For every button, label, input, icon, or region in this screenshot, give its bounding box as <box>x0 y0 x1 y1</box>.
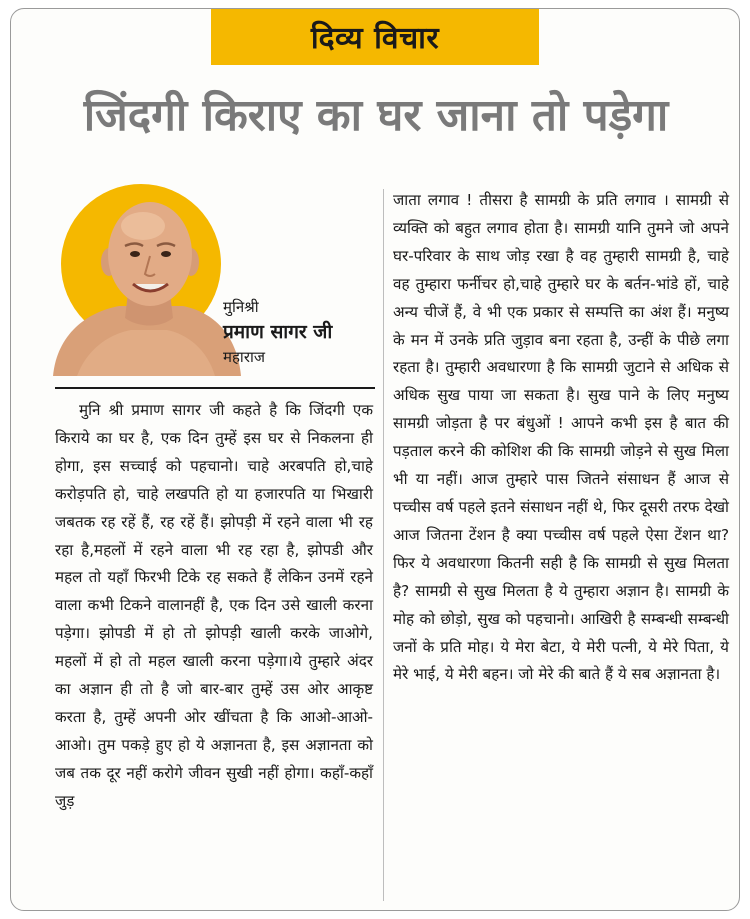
author-suffix: महाराज <box>223 348 265 366</box>
column-name: दिव्य विचार <box>310 20 440 56</box>
author-name: प्रमाण सागर जी <box>223 321 333 343</box>
column-top-rule <box>55 387 375 389</box>
author-caption <box>223 296 393 368</box>
column-divider <box>383 189 384 901</box>
article-left-column: मुनि श्री प्रमाण सागर जी कहते है कि जिंदगी एक किराये का घर है, एक दिन तुम्हें इस घर से निकलना ही होगा, इस सच्चाई को पहचानो। चाहे अरबपति हो,चाहे करोड़पति हो, चाहे लखपति हो या हजारपति या भिखारी जबतक रह रहें हैं, रह रहें हैं। झोपड़ी में रहने वाला भी रह रहा है,महलों में रहने वाला भी रह रहा है, झोपडी और महल तो यहाँ फिरभी टिके रह सकते हैं लेकिन उनमें रहने वाला कभी टिकने वालानहीं है, एक दिन उसे खाली करना पड़ेगा। झोपडी में हो तो झोपड़ी खाली करके जाओगे, महलों में हो तो महल खाली करना पड़ेगा।ये तुम्हारे अंदर का अज्ञान ही तो है जो बार-बार तुम्हें उस ओर आकृष्ट करता है, तुम्हें अपनी ओर खींचता है कि आओ-आओ-आओ। तुम पकड़े हुए हो ये अज्ञानता है, इस अज्ञानता को जब तक दूर नहीं करोगे जीवन सुखी नहीं होगा। कहाँ-कहाँ जुड़ <box>55 401 373 810</box>
author-portrait <box>47 184 247 376</box>
author-prefix: मुनिश्री <box>223 298 259 316</box>
article-right-column: जाता लगाव ! तीसरा है सामग्री के प्रति लगाव । सामग्री से व्यक्ति को बहुत लगाव होता है। सामग्री यानि तुमने जो अपने घर-परिवार के साथ जोड़ रखा है वह तुम्हारी सामग्री है, चाहे वह तुम्हारा फर्नीचर हो,चाहे तुम्हारे घर के बर्तन-भांडे हों, चाहे अन्य चीजें हैं, वे भी एक प्रकार से सम्पत्ति का अंश हैं। मनुष्य के मन में उनके प्रति जुड़ाव बना रहता है, उन्हीं के पीछे लगा रहता है। तुम्हारी अवधारणा है कि सामग्री जुटाने से अधिक से अधिक सुख पाया जा सकता है। सुख पाने के लिए मनुष्य सामग्री जोड़ता है पर बंधुओं ! आपने कभी इस है बात की पड़ताल करने की कोशिश की कि सामग्री जोड़ने से सुख मिला भी या नहीं। आज तुम्हारे पास जितने संसाधन हैं आज से पच्चीस वर्ष पहले इतने संसाधन नहीं थे, फिर दूसरी तरफ देखो आज जितना टेंशन है क्या पच्चीस वर्ष पहले ऐसा टेंशन था? फिर ये अवधारणा कितनी सही है कि सामग्री से सुख मिलता है? सामग्री से सुख मिलता है ये तुम्हारा अज्ञान है। सामग्री के मोह को छोड़ो, सुख को पहचानो। आखिरी है सम्बन्धी सम्बन्धी जनों के प्रति मोह। ये मेरा बेटा, ये मेरी पत्नी, ये मेरे पिता, ये मेरे भाई, ये मेरी बहन। जो मेरे की बाते हैं ये सब अज्ञानता है। <box>393 191 729 684</box>
headline: जिंदगी किराए का घर जाना तो पड़ेगा <box>83 90 669 141</box>
column-name-banner <box>211 8 539 65</box>
newspaper-clipping <box>10 8 740 911</box>
author-block <box>47 184 387 384</box>
